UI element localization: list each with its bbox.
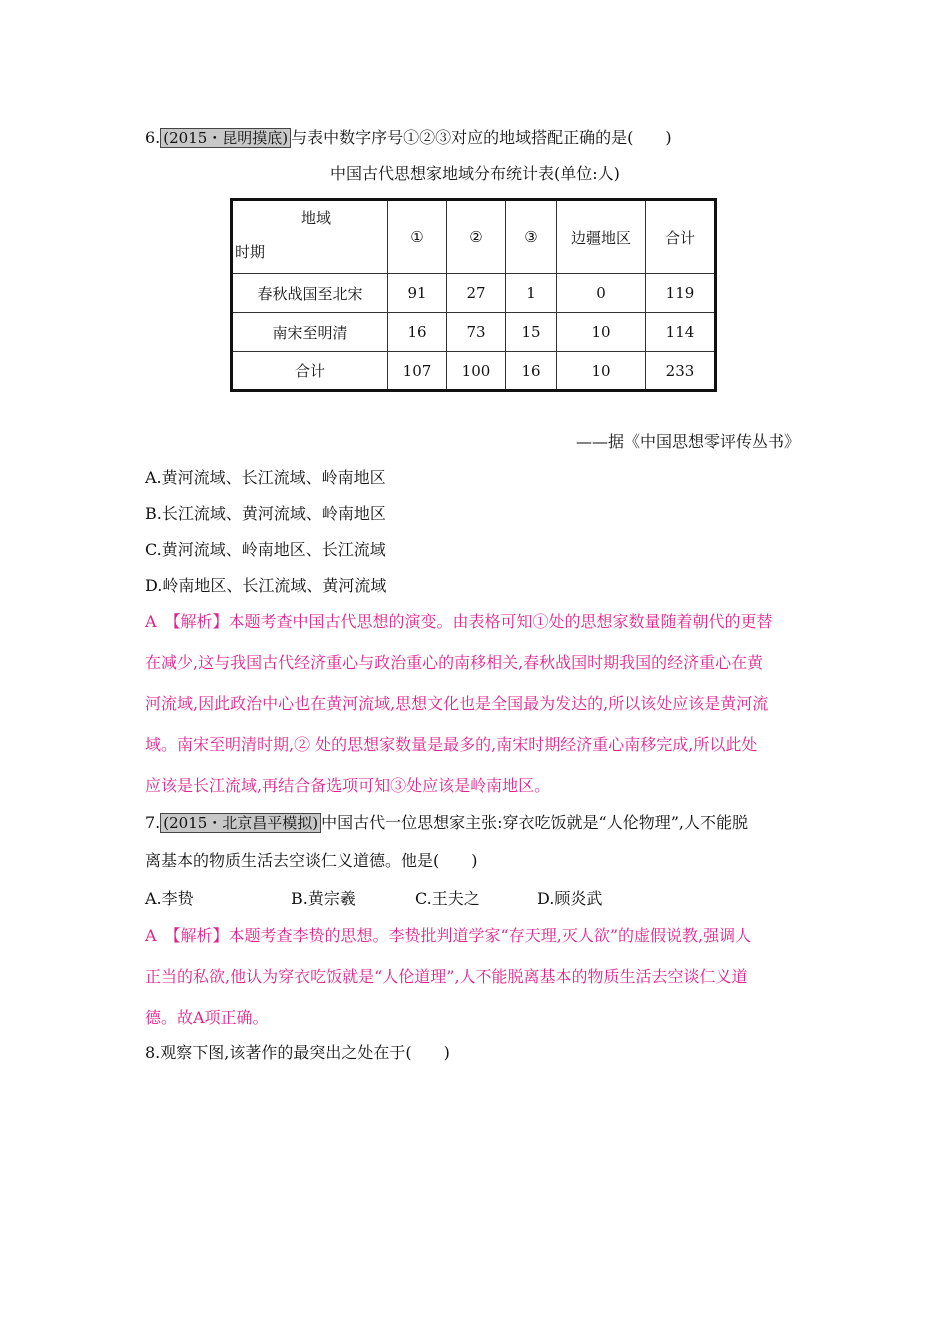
source-tag: (2015・昆明摸底) [160,128,291,148]
option-c: C.王夫之 [415,889,480,908]
table-cell: 114 [646,313,716,352]
table-cell: 91 [388,274,447,313]
question-text: 与表中数字序号①②③对应的地域搭配正确的是( ) [291,128,672,147]
table-cell: 27 [447,274,506,313]
option-d: D.顾炎武 [537,889,603,908]
column-header: ② [447,200,506,274]
option-a: A.李贽 [145,889,194,908]
table-cell: 119 [646,274,716,313]
row-label: 合计 [232,352,388,391]
source-tag: (2015・北京昌平模拟) [160,813,321,833]
question-number: 7. [145,813,161,832]
table-caption: 中国古代思想家地域分布统计表(单位:人) [330,164,620,183]
table-cell: 0 [557,274,646,313]
table-cell: 107 [388,352,447,391]
row-label: 南宋至明清 [232,313,388,352]
column-header: ① [388,200,447,274]
question-7-stem [145,812,748,834]
answer-line: 在减少,这与我国古代经济重心与政治重心的南移相关,春秋战国时期我国的经济重心在黄 [145,653,764,672]
table-cell: 10 [557,352,646,391]
table-cell: 1 [506,274,557,313]
option-b: B.黄宗羲 [291,889,356,908]
answer-line: 域。南宋至明清时期,② 处的思想家数量是最多的,南宋时期经济重心南移完成,所以此处 [145,735,758,754]
column-header: ③ [506,200,557,274]
distribution-table [230,198,717,392]
table-cell: 16 [506,352,557,391]
question-7-options [145,888,602,910]
header-region-label: 地域 [301,209,332,227]
column-header: 合计 [646,200,716,274]
table-row [232,352,716,391]
option-c: C.黄河流域、岭南地区、长江流域 [145,540,386,559]
answer-line: 河流域,因此政治中心也在黄河流域,思想文化也是全国最为发达的,所以该处应该是黄河流 [145,694,769,713]
column-header: 边疆地区 [557,200,646,274]
option-d: D.岭南地区、长江流域、黄河流域 [145,576,387,595]
option-b: B.长江流域、黄河流域、岭南地区 [145,504,386,523]
answer-line: 正当的私欲,他认为穿衣吃饭就是“人伦道理”,人不能脱离基本的物质生活去空谈仁义道 [145,967,748,986]
table-cell: 16 [388,313,447,352]
option-a: A.黄河流域、长江流域、岭南地区 [145,468,386,487]
table-row [232,274,716,313]
table-row [232,313,716,352]
question-number: 6. [145,128,161,147]
row-label: 春秋战国至北宋 [232,274,388,313]
question-text: 中国古代一位思想家主张:穿衣吃饭就是“人伦物理”,人不能脱 [321,813,748,832]
answer-line: A 【解析】本题考查中国古代思想的演变。由表格可知①处的思想家数量随着朝代的更替 [145,612,773,631]
table-cell: 100 [447,352,506,391]
table-cell: 73 [447,313,506,352]
table-cell: 15 [506,313,557,352]
question-7-stem-cont: 离基本的物质生活去空谈仁义道德。他是( ) [145,851,478,870]
table-cell: 233 [646,352,716,391]
question-8-stem: 8.观察下图,该著作的最突出之处在于( ) [145,1043,450,1062]
answer-line: 德。故A项正确。 [145,1008,269,1027]
answer-line: A 【解析】本题考查李贽的思想。李贽批判道学家“存天理,灭人欲”的虚假说教,强调人 [145,926,752,945]
table-cell: 10 [557,313,646,352]
header-period-label: 时期 [235,243,266,261]
question-6-stem [145,127,672,149]
table-source: ——据《中国思想零评传丛书》 [575,432,800,451]
table-corner-header [232,200,388,274]
answer-line: 应该是长江流域,再结合备选项可知③处应该是岭南地区。 [145,776,551,795]
